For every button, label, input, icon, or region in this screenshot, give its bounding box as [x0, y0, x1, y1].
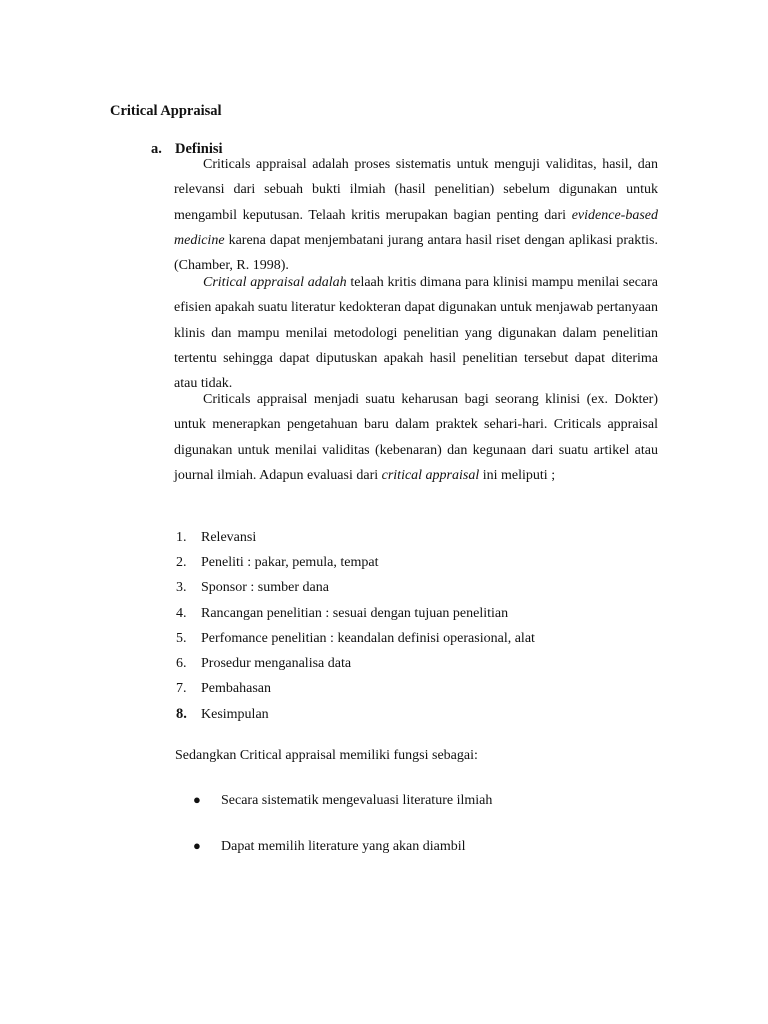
paragraph-text: ini meliputi ;	[479, 467, 556, 483]
bullet-icon: ●	[193, 838, 201, 853]
list-number: 7.	[176, 681, 187, 697]
document-title: Critical Appraisal	[110, 103, 222, 119]
paragraph-definition-1	[174, 152, 658, 278]
list-item-text: Sponsor : sumber dana	[201, 580, 329, 596]
list-item	[176, 654, 535, 679]
list-number: 4.	[176, 605, 187, 621]
paragraph-definition-2	[174, 270, 658, 396]
criteria-list	[176, 528, 535, 730]
list-item-text: Peneliti : pakar, pemula, tempat	[201, 555, 379, 571]
list-item	[176, 629, 535, 654]
paragraph-emphasis: Critical appraisal adalah	[203, 275, 347, 290]
list-item	[193, 836, 492, 882]
list-item-text: Pembahasan	[201, 681, 271, 697]
section-letter: a.	[151, 141, 162, 157]
list-number: 2.	[176, 555, 187, 571]
section-heading-text: Definisi	[175, 141, 223, 157]
list-item-text: Prosedur menganalisa data	[201, 655, 352, 671]
list-item-text: Kesimpulan	[201, 707, 269, 723]
list-number: 6.	[176, 655, 187, 671]
list-item	[176, 604, 535, 629]
functions-list	[193, 790, 492, 882]
list-item	[176, 704, 535, 729]
paragraph-text: karena dapat menjembatani jurang antara hasil riset dengan aplikasi praktis. (Chamber, R. 1998).	[174, 232, 658, 274]
list-number: 5.	[176, 630, 187, 646]
list-number: 3.	[176, 580, 187, 596]
list-item	[176, 578, 535, 603]
bullet-icon: ●	[193, 792, 201, 807]
list-item	[176, 679, 535, 704]
list-number: 8.	[176, 706, 187, 723]
paragraph-text: telaah kritis dimana para klinisi mampu menilai secara efisien apakah suatu literatur kedokteran dapat digunakan untuk menjawab pertanyaan klinis dan mampu menilai metodologi penelitian yang digunakan dalam penelitian tertentu sehingga dapat diputuskan apakah hasil penelitian tersebut dapat diterima atau tidak.	[174, 275, 658, 392]
list-item-text: Perfomance penelitian : keandalan definisi operasional, alat	[201, 630, 535, 646]
paragraph-text: Criticals appraisal menjadi suatu keharusan bagi seorang klinisi (ex. Dokter) untuk menerapkan pengetahuan baru dalam praktek sehari-hari. Criticals appraisal digunakan untuk menilai validitas (kebenaran) dan kegunaan dari suatu artikel atau journal ilmiah. Adapun evaluasi dari	[174, 392, 658, 483]
functions-intro: Sedangkan Critical appraisal memiliki fungsi sebagai:	[175, 748, 478, 763]
paragraph-emphasis: critical appraisal	[381, 467, 480, 483]
list-item-text: Relevansi	[201, 530, 257, 545]
list-item-text: Secara sistematik mengevaluasi literature ilmiah	[221, 793, 493, 808]
list-item	[193, 790, 492, 836]
paragraph-emphasis: evidence-based medicine	[174, 207, 658, 248]
paragraph-definition-3	[174, 387, 658, 488]
paragraph-text: Criticals appraisal adalah proses sistematis untuk menguji validitas, hasil, dan relevansi dari sebuah bukti ilmiah (hasil penelitian) sebelum digunakan untuk mengambil keputusan. Telaah kritis merupakan bagian penting dari	[174, 157, 658, 223]
list-item	[176, 553, 535, 578]
list-item-text: Dapat memilih literature yang akan diambil	[221, 839, 466, 854]
list-item-text: Rancangan penelitian : sesuai dengan tujuan penelitian	[201, 605, 509, 621]
list-number: 1.	[176, 530, 187, 545]
list-item	[176, 528, 535, 553]
